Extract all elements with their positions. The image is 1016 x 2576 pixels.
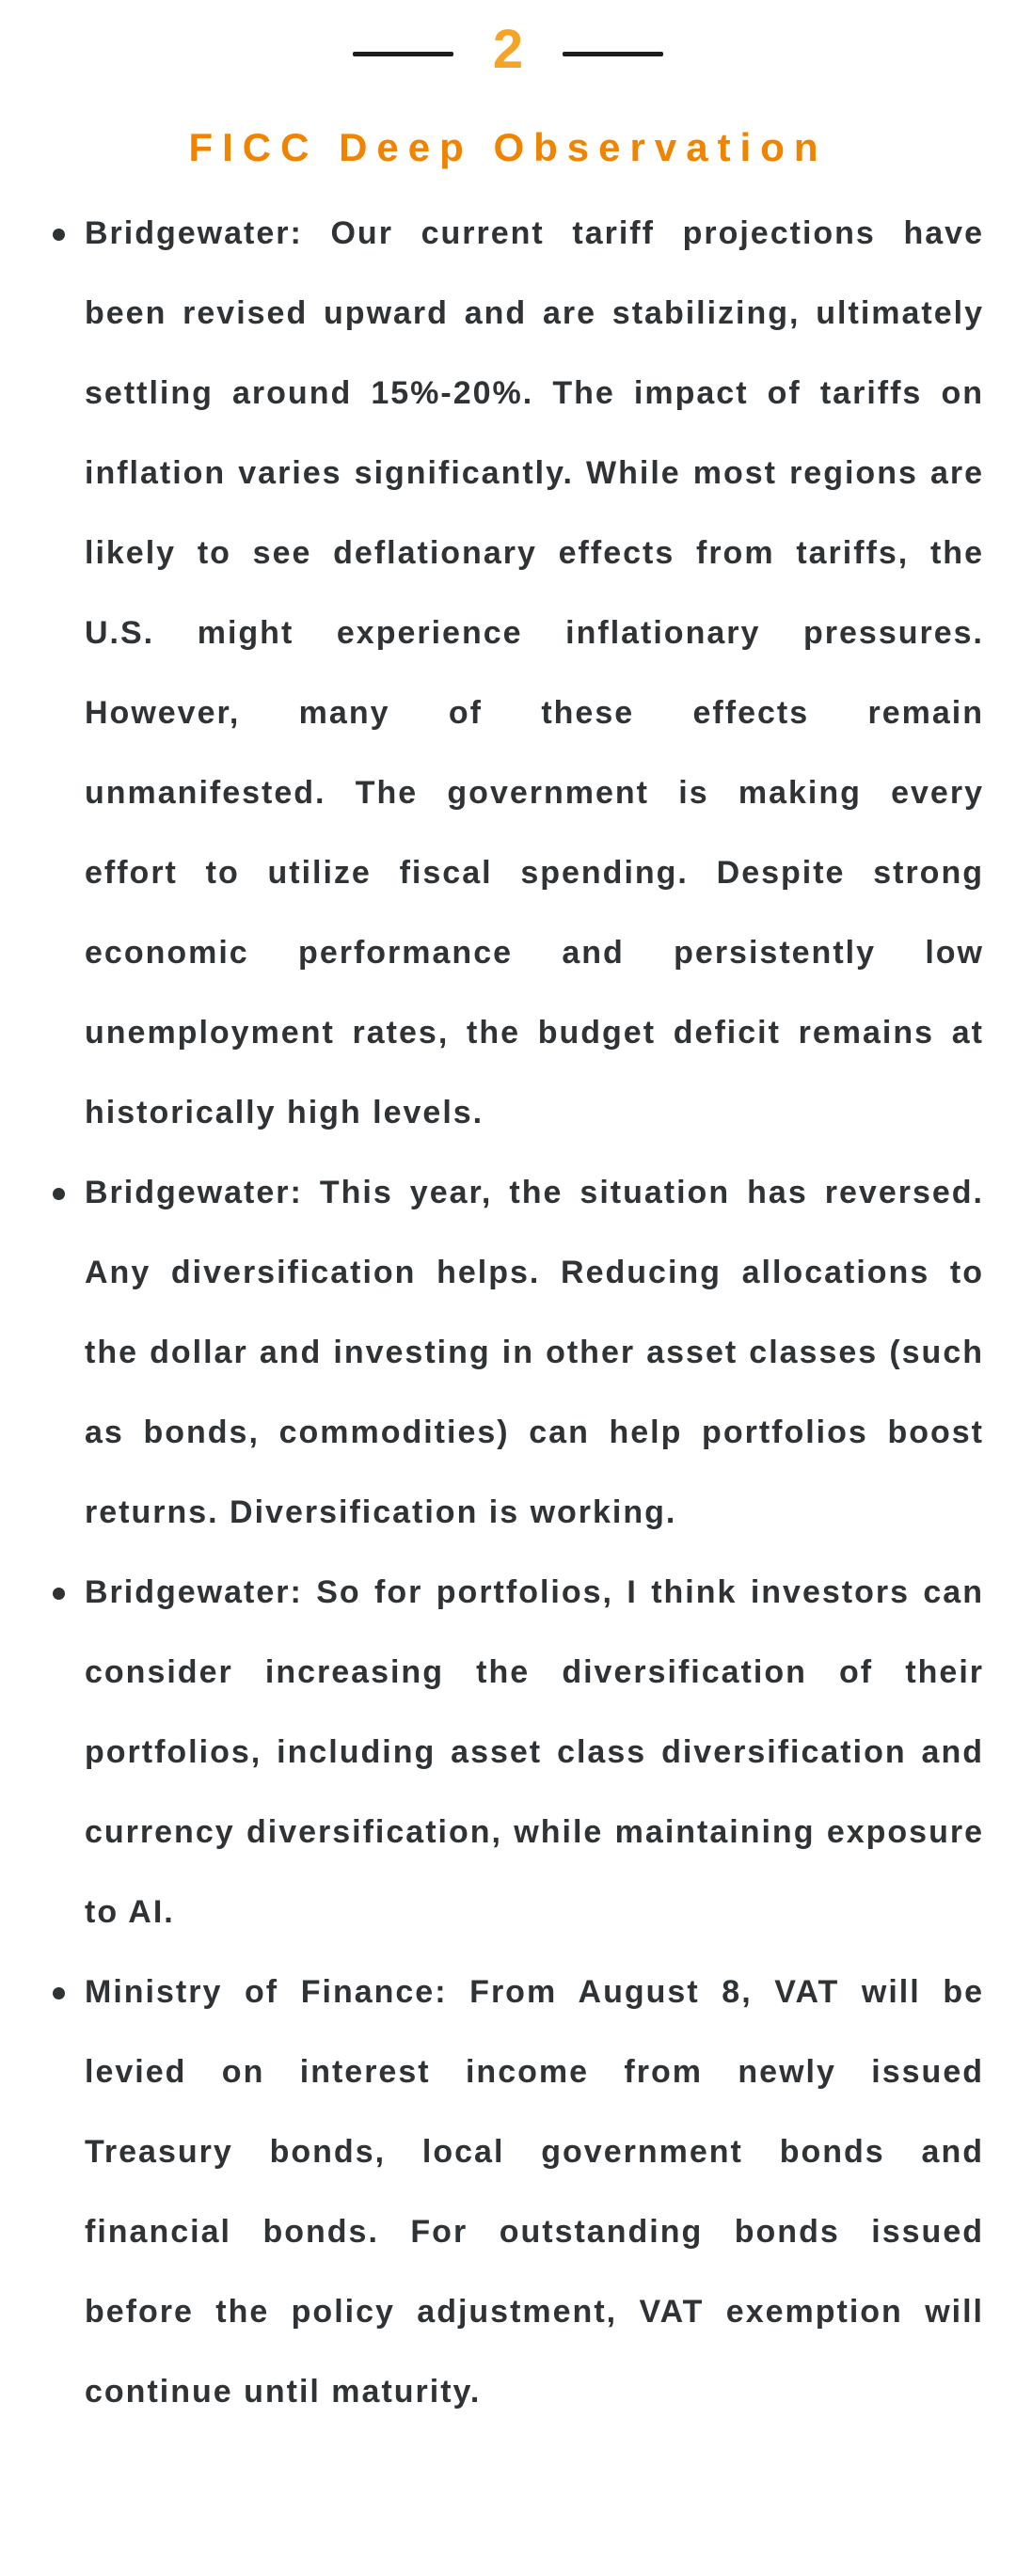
section-header bbox=[0, 19, 1016, 171]
bullet-item bbox=[85, 1153, 984, 1553]
bullet-item bbox=[85, 194, 984, 1153]
section-number-row bbox=[0, 19, 1016, 81]
bullet-item bbox=[85, 1952, 984, 2432]
bullet-text: Ministry of Finance: From August 8, VAT will be levied on interest income from newly issued Treasury bonds, local government bonds and financial bonds. For outstanding bonds issued before the policy adjustment, VAT exemption will continue until maturity. bbox=[85, 1974, 984, 2410]
bullet-text: Bridgewater: This year, the situation has reversed. Any diversification helps. Reducing allocations to the dollar and investing in other asset classes (such as bonds, commodities) can help portfolios boost returns. Diversification is working. bbox=[85, 1175, 984, 1531]
bullet-text: Bridgewater: So for portfolios, I think investors can consider increasing the diversification of their portfolios, including asset class diversification and currency diversification, while maintaining exposure to AI. bbox=[85, 1574, 984, 1931]
left-dash bbox=[353, 52, 453, 56]
section-title: FICC Deep Observation bbox=[188, 125, 828, 169]
section-number: 2 bbox=[492, 19, 524, 80]
right-dash bbox=[563, 52, 663, 56]
bullet-list bbox=[0, 194, 1016, 2432]
bullet-text: Bridgewater: Our current tariff projections have been revised upward and are stabilizing, ultimately settling around 15%-20%. The impact of tariffs on inflation varies significantly. While most regions are likely to see deflationary effects from tariffs, the U.S. might experience inflationary pressures. However, many of these effects remain unmanifested. The government is making every effort to utilize fiscal spending. Despite strong economic performance and persistently low unemployment rates, the budget deficit remains at historically high levels. bbox=[85, 215, 984, 1131]
bullet-item bbox=[85, 1553, 984, 1952]
